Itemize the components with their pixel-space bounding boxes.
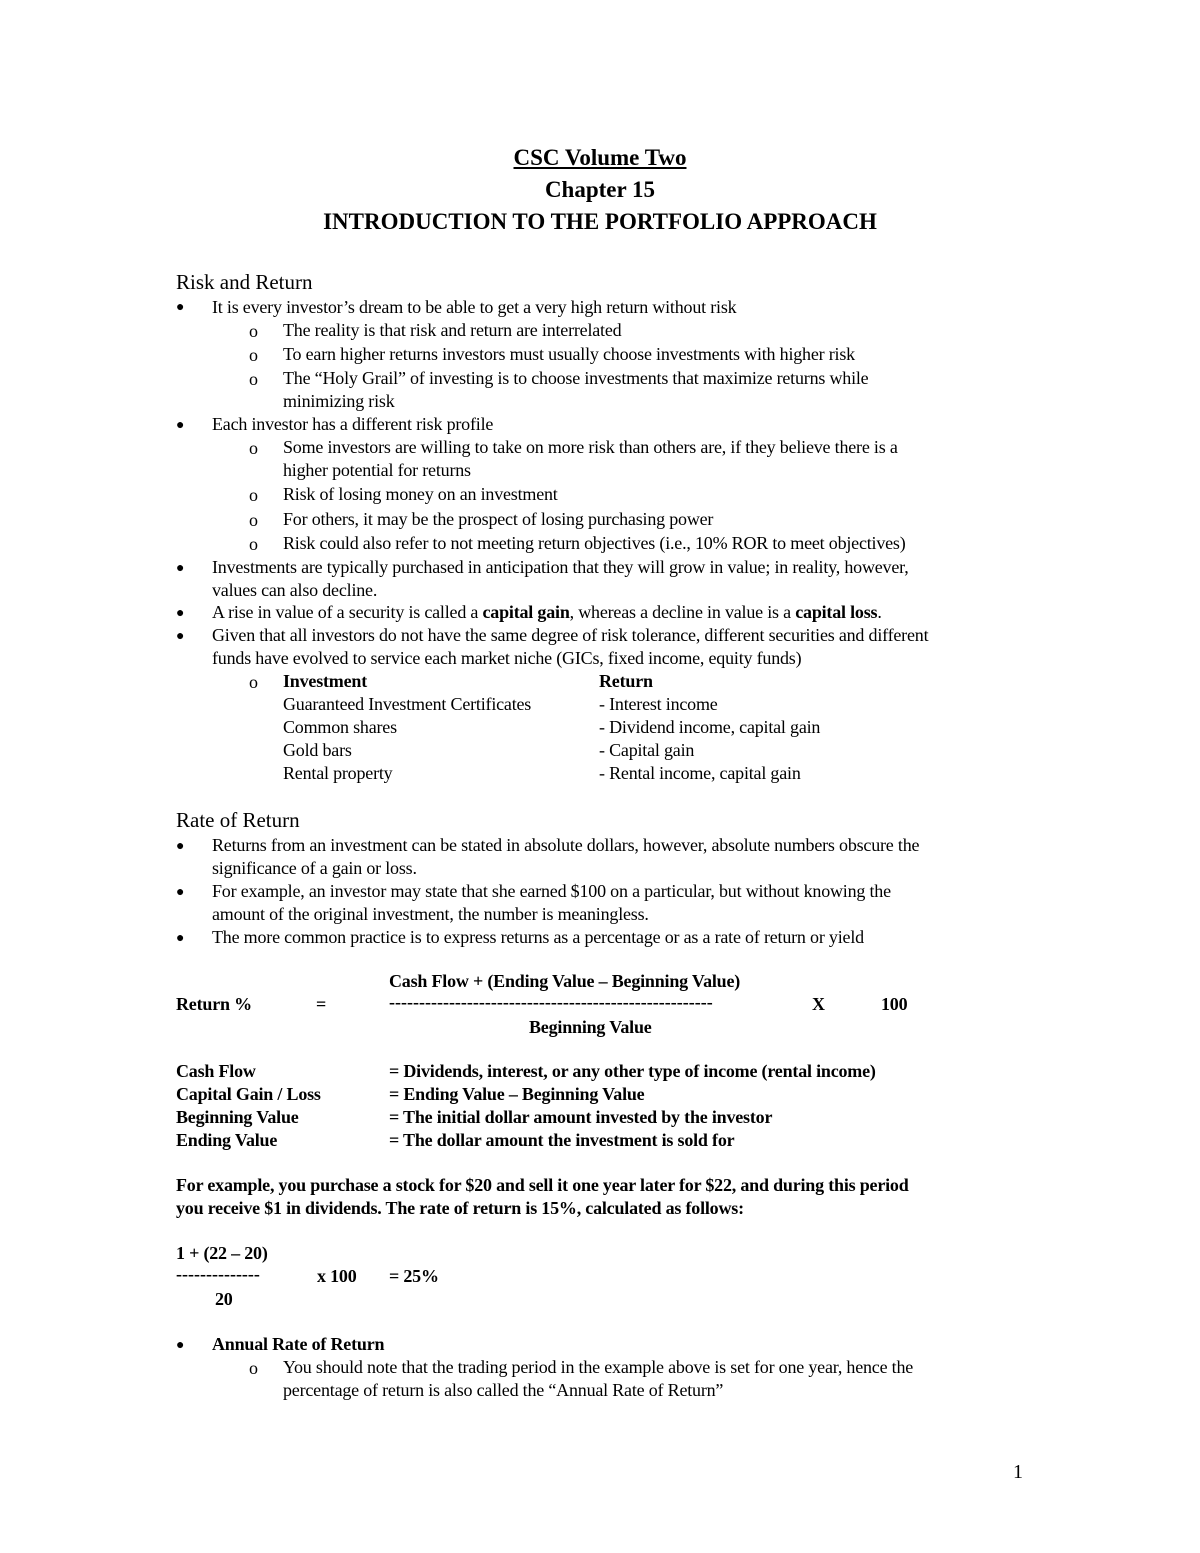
- example-denominator: 20: [215, 1289, 233, 1309]
- definition-text: = Ending Value – Beginning Value: [389, 1084, 645, 1104]
- section-heading-rate-of-return: Rate of Return: [176, 808, 300, 832]
- bullet-text: funds have evolved to service each market niche (GICs, fixed income, equity funds): [212, 648, 802, 668]
- bullet-text: The more common practice is to express returns as a percentage or as a rate of return or yield: [212, 927, 864, 947]
- bullet-icon: ●: [176, 839, 185, 854]
- bullet-icon: ●: [176, 629, 185, 644]
- definition-text: = The dollar amount the investment is sold for: [389, 1130, 735, 1150]
- formula-hundred: 100: [881, 994, 908, 1014]
- sub-bullet-text: The “Holy Grail” of investing is to choose investments that maximize returns while: [283, 368, 869, 388]
- formula-numerator: Cash Flow + (Ending Value – Beginning Value): [389, 971, 741, 991]
- bullet-text: values can also decline.: [212, 580, 378, 600]
- sub-bullet-icon: o: [249, 485, 258, 505]
- page-number: 1: [1013, 1461, 1023, 1483]
- definition-term: Capital Gain / Loss: [176, 1084, 321, 1104]
- table-header-return: Return: [599, 671, 653, 691]
- sub-bullet-icon: o: [249, 510, 258, 530]
- example-times: x 100: [317, 1266, 357, 1286]
- sub-bullet-icon: o: [249, 345, 258, 365]
- bullet-icon: ●: [176, 1338, 185, 1353]
- example-result: = 25%: [389, 1266, 439, 1286]
- definition-text: = Dividends, interest, or any other type of income (rental income): [389, 1061, 876, 1081]
- section-heading-risk-return: Risk and Return: [176, 270, 313, 294]
- bullet-text: Each investor has a different risk profile: [212, 414, 494, 434]
- bullet-icon: ●: [176, 885, 185, 900]
- sub-bullet-text: percentage of return is also called the “Annual Rate of Return”: [283, 1380, 724, 1400]
- sub-bullet-text: For others, it may be the prospect of losing purchasing power: [283, 509, 714, 529]
- sub-bullet-icon: o: [249, 672, 258, 692]
- sub-bullet-text: Some investors are willing to take on more risk than others are, if they believe there is a: [283, 437, 898, 457]
- bullet-heading-annual: Annual Rate of Return: [212, 1334, 385, 1354]
- example-fraction-bar: --------------: [176, 1264, 260, 1284]
- definition-term: Beginning Value: [176, 1107, 299, 1127]
- table-cell-investment: Common shares: [283, 717, 397, 737]
- table-header-investment: Investment: [283, 671, 367, 691]
- capital-text-mid: , whereas a decline in value is a: [569, 602, 796, 622]
- bullet-text: Given that all investors do not have the same degree of risk tolerance, different securities and different: [212, 625, 929, 645]
- bullet-icon: ●: [176, 561, 185, 576]
- chapter-subtitle: INTRODUCTION TO THE PORTFOLIO APPROACH: [323, 209, 877, 234]
- sub-bullet-icon: o: [249, 321, 258, 341]
- capital-loss-term: capital loss: [795, 602, 878, 622]
- bullet-text: significance of a gain or loss.: [212, 858, 417, 878]
- capital-gain-term: capital gain: [482, 602, 570, 622]
- example-text: you receive $1 in dividends. The rate of return is 15%, calculated as follows:: [176, 1198, 744, 1218]
- table-cell-return: - Interest income: [599, 694, 718, 714]
- bullet-text: It is every investor’s dream to be able to get a very high return without risk: [212, 297, 737, 317]
- bullet-text: For example, an investor may state that she earned $100 on a particular, but without knowing the: [212, 881, 891, 901]
- formula-denominator: Beginning Value: [529, 1017, 652, 1037]
- bullet-icon: ●: [176, 418, 185, 433]
- sub-bullet-text: higher potential for returns: [283, 460, 471, 480]
- bullet-icon: ●: [176, 606, 185, 621]
- sub-bullet-text: The reality is that risk and return are interrelated: [283, 320, 622, 340]
- sub-bullet-text: Risk could also refer to not meeting return objectives (i.e., 10% ROR to meet objectives): [283, 533, 906, 553]
- formula-equals: =: [316, 994, 327, 1014]
- document-title: CSC Volume Two: [513, 145, 687, 170]
- bullet-icon: ●: [176, 931, 185, 946]
- table-cell-investment: Gold bars: [283, 740, 352, 760]
- table-cell-investment: Guaranteed Investment Certificates: [283, 694, 532, 714]
- sub-bullet-icon: o: [249, 534, 258, 554]
- example-numerator: 1 + (22 – 20): [176, 1243, 268, 1263]
- bullet-text: Returns from an investment can be stated in absolute dollars, however, absolute numbers obscure the: [212, 835, 920, 855]
- capital-text-pre: A rise in value of a security is called a: [212, 602, 483, 622]
- sub-bullet-icon: o: [249, 1358, 258, 1378]
- formula-label: Return %: [176, 994, 252, 1014]
- definition-term: Cash Flow: [176, 1061, 256, 1081]
- sub-bullet-icon: o: [249, 438, 258, 458]
- formula-times: X: [812, 994, 825, 1014]
- bullet-text: Investments are typically purchased in anticipation that they will grow in value; in reality, however,: [212, 557, 909, 577]
- table-cell-investment: Rental property: [283, 763, 393, 783]
- bullet-icon: ●: [176, 300, 185, 315]
- capital-text-end: .: [877, 602, 882, 622]
- chapter-heading: Chapter 15: [544, 177, 656, 202]
- bullet-text-capital: [212, 601, 882, 624]
- definition-text: = The initial dollar amount invested by the investor: [389, 1107, 773, 1127]
- table-cell-return: - Rental income, capital gain: [599, 763, 801, 783]
- formula-fraction-bar: ------------------------------------------------------: [389, 992, 713, 1012]
- sub-bullet-text: To earn higher returns investors must usually choose investments with higher risk: [283, 344, 855, 364]
- example-text: For example, you purchase a stock for $20 and sell it one year later for $22, and during this period: [176, 1175, 909, 1195]
- sub-bullet-text: You should note that the trading period in the example above is set for one year, hence the: [283, 1357, 914, 1377]
- table-cell-return: - Dividend income, capital gain: [599, 717, 821, 737]
- sub-bullet-text: minimizing risk: [283, 391, 395, 411]
- sub-bullet-icon: o: [249, 369, 258, 389]
- definition-term: Ending Value: [176, 1130, 278, 1150]
- table-cell-return: - Capital gain: [599, 740, 695, 760]
- bullet-text: amount of the original investment, the number is meaningless.: [212, 904, 649, 924]
- sub-bullet-text: Risk of losing money on an investment: [283, 484, 558, 504]
